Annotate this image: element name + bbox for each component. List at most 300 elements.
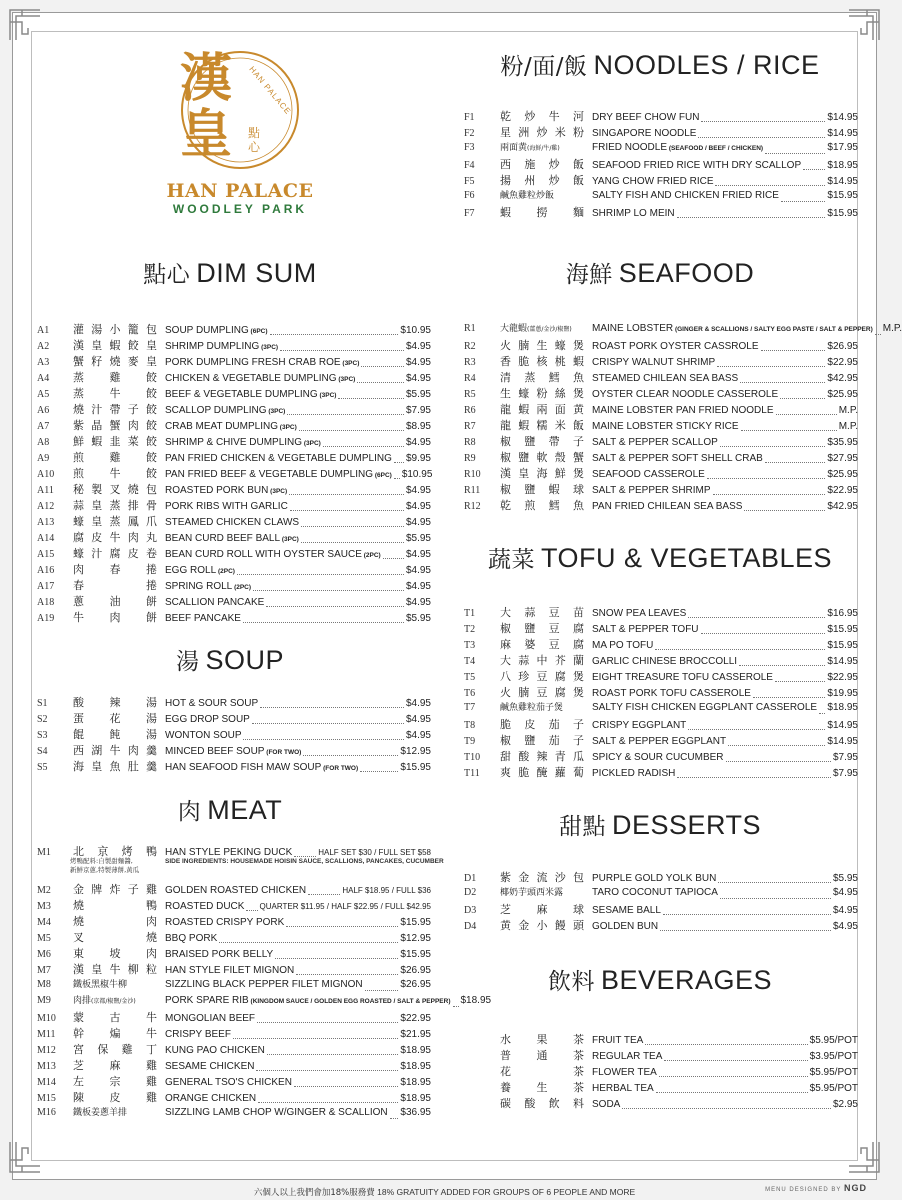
item-price: $4.95 bbox=[405, 714, 431, 725]
peking-duck-note-zh-2: 新鮮京蔥,特製薄餅,黃瓜 bbox=[70, 866, 140, 874]
item-chinese-name-text: 燒鴨 bbox=[73, 899, 157, 912]
dot-leader bbox=[664, 1060, 807, 1061]
item-chinese-name bbox=[500, 449, 592, 465]
dot-leader bbox=[390, 1118, 399, 1119]
item-chinese-name bbox=[500, 748, 592, 764]
menu-item bbox=[464, 869, 858, 885]
corner-ornament-icon bbox=[8, 1140, 42, 1174]
item-english-name-text: CHICKEN & VEGETABLE DUMPLING bbox=[165, 373, 337, 384]
item-english-name-text: SOUP DUMPLING bbox=[165, 325, 249, 336]
menu-item bbox=[464, 140, 858, 156]
item-english-name-text: BEAN CURD BEEF BALL bbox=[165, 533, 281, 544]
item-chinese-name-text: 叉燒 bbox=[73, 931, 157, 944]
item-english-name bbox=[592, 1067, 657, 1078]
item-code: A7 bbox=[37, 421, 50, 432]
menu-item bbox=[464, 353, 858, 369]
section-title-en: SOUP bbox=[205, 645, 285, 675]
item-english-name bbox=[165, 453, 392, 464]
dot-leader bbox=[740, 382, 825, 383]
item-english-note: (KINGDOM SAUCE / GOLDEN EGG ROASTED / SALT & PEPPER) bbox=[250, 998, 451, 1005]
item-english-note: (3PC) bbox=[303, 440, 321, 447]
item-chinese-name bbox=[500, 1047, 592, 1063]
item-code: A3 bbox=[37, 357, 50, 368]
item-chinese-name bbox=[73, 433, 165, 449]
dot-leader bbox=[219, 942, 398, 943]
item-price: $4.95 bbox=[405, 357, 431, 368]
item-english-name bbox=[592, 672, 773, 683]
menu-item bbox=[37, 417, 431, 433]
item-english-name-text: SIZZLING LAMB CHOP W/GINGER & SCALLION bbox=[165, 1107, 388, 1118]
item-code: A6 bbox=[37, 405, 50, 416]
item-chinese-name-text: 椒鹽豆腐 bbox=[500, 622, 584, 635]
item-price: $14.95 bbox=[827, 736, 858, 747]
item-chinese-name-text: 碳酸飲料 bbox=[500, 1097, 584, 1110]
item-chinese-name-text: 漢皇海鮮煲 bbox=[500, 467, 584, 480]
menu-item bbox=[37, 913, 431, 929]
item-chinese-name bbox=[73, 545, 165, 561]
item-code: R5 bbox=[464, 389, 476, 400]
item-chinese-name-text: 脆皮茄子 bbox=[500, 718, 584, 731]
item-english-name bbox=[165, 565, 235, 576]
item-english-name bbox=[592, 887, 718, 898]
item-chinese-name-text: 春捲 bbox=[73, 579, 157, 592]
item-chinese-name-text: 蠔皇蒸鳳爪 bbox=[73, 515, 157, 528]
item-price: $7.95 bbox=[832, 768, 858, 779]
item-english-name-text: SPRING ROLL bbox=[165, 581, 233, 592]
item-english-name-text: MAINE LOBSTER STICKY RICE bbox=[592, 421, 739, 432]
menu-item bbox=[464, 369, 858, 385]
dot-leader bbox=[290, 510, 404, 511]
menu-item bbox=[37, 1025, 431, 1041]
item-chinese-name bbox=[500, 369, 592, 385]
item-chinese-name bbox=[500, 321, 592, 334]
item-english-name-text: SHRIMP & CHIVE DUMPLING bbox=[165, 437, 303, 448]
item-chinese-name-text: 燒汁帶子餃 bbox=[73, 403, 157, 416]
menu-item bbox=[464, 917, 858, 933]
dot-leader bbox=[257, 1022, 398, 1023]
dot-leader bbox=[726, 761, 831, 762]
item-english-name bbox=[165, 501, 288, 512]
item-english-note: (3PC) bbox=[342, 360, 360, 367]
item-price: $26.95 bbox=[400, 965, 431, 976]
item-price: $5.95/POT bbox=[809, 1067, 858, 1078]
dot-leader bbox=[717, 366, 825, 367]
menu-item bbox=[37, 609, 431, 625]
item-chinese-name-text: 蔥油餅 bbox=[73, 595, 157, 608]
item-english-name bbox=[165, 730, 241, 741]
dot-leader bbox=[294, 856, 316, 857]
dot-leader bbox=[622, 1108, 831, 1109]
item-code: T9 bbox=[464, 736, 476, 747]
item-english-name bbox=[165, 965, 294, 976]
menu-item bbox=[464, 481, 858, 497]
item-code: D4 bbox=[464, 921, 477, 932]
item-chinese-name bbox=[500, 700, 592, 713]
menu-item bbox=[464, 417, 858, 433]
item-code: T1 bbox=[464, 608, 476, 619]
dot-leader bbox=[775, 681, 825, 682]
menu-item bbox=[464, 620, 858, 636]
item-chinese-name-text: 椒鹽帶子 bbox=[500, 435, 584, 448]
item-code: M9 bbox=[37, 995, 51, 1006]
menu-item bbox=[37, 577, 431, 593]
menu-item bbox=[464, 684, 858, 700]
item-chinese-name bbox=[73, 742, 165, 758]
item-code: F4 bbox=[464, 160, 475, 171]
item-chinese-name-text: 大龍蝦 bbox=[500, 324, 528, 334]
item-english-note: (2PC) bbox=[363, 552, 381, 559]
item-chinese-name bbox=[500, 620, 592, 636]
item-code: T10 bbox=[464, 752, 481, 763]
restaurant-logo bbox=[160, 48, 320, 220]
section-title-zh: 湯 bbox=[175, 649, 200, 675]
item-chinese-name bbox=[500, 417, 592, 433]
item-chinese-name-text: 金牌炸子雞 bbox=[73, 883, 157, 896]
menu-item bbox=[37, 321, 431, 337]
item-code: M8 bbox=[37, 979, 51, 990]
item-chinese-name bbox=[73, 401, 165, 417]
item-chinese-name-text: 宮保雞丁 bbox=[73, 1043, 157, 1056]
dot-leader bbox=[781, 201, 826, 202]
item-price: $4.95 bbox=[405, 341, 431, 352]
item-english-name-text: HAN SEAFOOD FISH MAW SOUP bbox=[165, 762, 322, 773]
item-code: T5 bbox=[464, 672, 476, 683]
item-code: F1 bbox=[464, 112, 475, 123]
item-price: $19.95 bbox=[827, 688, 858, 699]
item-english-name bbox=[165, 949, 273, 960]
item-english-name bbox=[592, 469, 705, 480]
item-chinese-name-text: 椒鹽軟殼蟹 bbox=[500, 451, 584, 464]
item-chinese-name-text: 蒜皇蒸排骨 bbox=[73, 499, 157, 512]
item-chinese-name bbox=[73, 417, 165, 433]
item-english-name bbox=[592, 1083, 654, 1094]
item-chinese-name bbox=[73, 369, 165, 385]
dot-leader bbox=[233, 1038, 398, 1039]
item-english-name-text: ROAST PORK OYSTER CASSROLE bbox=[592, 341, 759, 352]
item-price: $18.95 bbox=[400, 1077, 431, 1088]
item-code: A10 bbox=[37, 469, 55, 480]
dot-leader bbox=[744, 510, 825, 511]
item-chinese-name-text: 花茶 bbox=[500, 1065, 584, 1078]
menu-item bbox=[37, 758, 431, 774]
dot-leader bbox=[707, 478, 826, 479]
item-chinese-name bbox=[73, 513, 165, 529]
item-chinese-name bbox=[500, 156, 592, 172]
item-chinese-name bbox=[73, 385, 165, 401]
item-code: R2 bbox=[464, 341, 476, 352]
beverages-list bbox=[464, 1031, 858, 1111]
item-price: $4.95 bbox=[405, 597, 431, 608]
item-english-name bbox=[165, 901, 244, 912]
item-english-name-text: WONTON SOUP bbox=[165, 730, 242, 741]
dot-leader bbox=[677, 777, 831, 778]
corner-ornament-icon bbox=[847, 8, 881, 42]
item-price: $4.95 bbox=[405, 565, 431, 576]
dot-leader bbox=[761, 350, 826, 351]
menu-item bbox=[464, 1063, 858, 1079]
item-code: F7 bbox=[464, 208, 475, 219]
item-chinese-name bbox=[73, 481, 165, 497]
dot-leader bbox=[246, 910, 257, 911]
item-english-note: (6PC) bbox=[250, 328, 268, 335]
item-chinese-name bbox=[500, 901, 592, 917]
menu-item bbox=[37, 353, 431, 369]
menu-item bbox=[37, 742, 431, 758]
item-price: $4.95 bbox=[405, 437, 431, 448]
section-title-zh: 點心 bbox=[143, 262, 191, 288]
dot-leader bbox=[296, 974, 398, 975]
dot-leader bbox=[252, 723, 404, 724]
item-chinese-name-text: 西湖牛肉羹 bbox=[73, 744, 157, 757]
item-chinese-name-text: 火腩生蠔煲 bbox=[500, 339, 584, 352]
item-english-name-text: STEAMED CHICKEN CLAWS bbox=[165, 517, 300, 528]
item-chinese-name bbox=[73, 993, 165, 1006]
item-english-name-text: FRIED NOODLE bbox=[592, 142, 668, 153]
item-price: $7.95 bbox=[832, 752, 858, 763]
item-price: $3.95/POT bbox=[809, 1051, 858, 1062]
corner-ornament-icon bbox=[847, 1140, 881, 1174]
item-english-name-text: PAN FRIED CHILEAN SEA BASS bbox=[592, 501, 743, 512]
item-chinese-name bbox=[73, 913, 165, 929]
menu-item bbox=[464, 172, 858, 188]
logo-arc-text: HAN PALACE bbox=[247, 64, 293, 117]
item-chinese-name bbox=[500, 732, 592, 748]
item-chinese-name bbox=[73, 449, 165, 465]
item-chinese-name bbox=[500, 385, 592, 401]
item-chinese-name-text: 椰奶芋頭西米露 bbox=[500, 888, 564, 898]
item-price: $14.95 bbox=[827, 656, 858, 667]
item-english-name bbox=[592, 736, 726, 747]
item-english-note: (3PC) bbox=[270, 488, 288, 495]
item-english-name-text: SCALLOP DUMPLING bbox=[165, 405, 267, 416]
menu-item bbox=[464, 385, 858, 401]
dot-leader bbox=[718, 882, 831, 883]
item-code: D3 bbox=[464, 905, 477, 916]
item-price: $18.95 bbox=[827, 160, 858, 171]
item-code: T6 bbox=[464, 688, 476, 699]
item-code: R1 bbox=[464, 323, 476, 334]
item-english-name-text: BEAN CURD ROLL WITH OYSTER SAUCE bbox=[165, 549, 362, 560]
item-code: M1 bbox=[37, 847, 51, 858]
item-english-name bbox=[592, 341, 759, 352]
item-code: A1 bbox=[37, 325, 50, 336]
item-english-name bbox=[592, 190, 779, 201]
item-chinese-name-text: 八珍豆腐煲 bbox=[500, 670, 584, 683]
menu-item bbox=[37, 433, 431, 449]
menu-item bbox=[464, 124, 858, 140]
item-english-name bbox=[165, 325, 268, 336]
item-english-name bbox=[165, 1093, 256, 1104]
menu-item bbox=[464, 652, 858, 668]
item-english-name bbox=[165, 1077, 292, 1088]
item-chinese-name-text: 椒鹽茄子 bbox=[500, 734, 584, 747]
item-english-name-text: PORK RIBS WITH GARLIC bbox=[165, 501, 288, 512]
item-english-name-text: SALT & PEPPER EGGPLANT bbox=[592, 736, 727, 747]
item-english-name-text: CRAB MEAT DUMPLING bbox=[165, 421, 278, 432]
item-chinese-name-text: 北京烤鴨 bbox=[73, 845, 157, 858]
dot-leader bbox=[659, 1076, 808, 1077]
item-chinese-name bbox=[500, 497, 592, 513]
item-english-name-text: ROASTED PORK BUN bbox=[165, 485, 269, 496]
item-english-name-text: BEEF PANCAKE bbox=[165, 613, 241, 624]
item-code: R3 bbox=[464, 357, 476, 368]
menu-item bbox=[464, 321, 902, 337]
section-title-en: DESSERTS bbox=[611, 810, 762, 840]
section-title-tofu bbox=[460, 541, 860, 574]
item-english-name-text: SESAME CHICKEN bbox=[165, 1061, 255, 1072]
item-english-name bbox=[165, 1045, 265, 1056]
item-english-name-text: SHRIMP DUMPLING bbox=[165, 341, 260, 352]
item-english-name-text: GENERAL TSO'S CHICKEN bbox=[165, 1077, 292, 1088]
item-code: A8 bbox=[37, 437, 50, 448]
item-chinese-name-text: 乾煎鱈魚 bbox=[500, 499, 584, 512]
section-title-meat bbox=[40, 793, 420, 826]
item-chinese-name-text: 清蒸鱈魚 bbox=[500, 371, 584, 384]
item-chinese-name-text: 乾炒牛河 bbox=[500, 110, 584, 123]
item-chinese-name-text: 蛋花湯 bbox=[73, 712, 157, 725]
item-code: M6 bbox=[37, 949, 51, 960]
menu-item bbox=[37, 897, 431, 913]
item-code: M2 bbox=[37, 885, 51, 896]
item-english-name bbox=[592, 640, 653, 651]
item-chinese-name-text: 幹煸牛 bbox=[73, 1027, 157, 1040]
menu-item bbox=[37, 401, 431, 417]
dot-leader bbox=[266, 606, 404, 607]
menu-item bbox=[37, 497, 431, 513]
item-english-name-text: BEEF & VEGETABLE DUMPLING bbox=[165, 389, 318, 400]
dot-leader bbox=[280, 350, 404, 351]
item-english-name-text: KUNG PAO CHICKEN bbox=[165, 1045, 265, 1056]
menu-item bbox=[37, 961, 431, 977]
item-price: $2.95 bbox=[832, 1099, 858, 1110]
item-price: $17.95 bbox=[827, 142, 858, 153]
dot-leader bbox=[286, 926, 398, 927]
item-english-name-text: SPICY & SOUR CUCUMBER bbox=[592, 752, 724, 763]
item-chinese-name bbox=[500, 204, 592, 220]
dot-leader bbox=[739, 665, 825, 666]
section-title-en: SEAFOOD bbox=[618, 258, 755, 288]
item-price: $10.95 bbox=[400, 325, 431, 336]
item-code: R12 bbox=[464, 501, 481, 512]
item-chinese-name-text: 蒙古牛 bbox=[73, 1011, 157, 1024]
item-code: A12 bbox=[37, 501, 55, 512]
item-price: $5.95 bbox=[405, 613, 431, 624]
item-chinese-name bbox=[73, 881, 165, 897]
item-chinese-name bbox=[500, 140, 592, 153]
item-chinese-name-text: 鐵板黑椒牛柳 bbox=[73, 980, 128, 990]
menu-item bbox=[37, 529, 431, 545]
item-code: T4 bbox=[464, 656, 476, 667]
item-chinese-name-text: 蒸牛餃 bbox=[73, 387, 157, 400]
item-price: $9.95 bbox=[405, 453, 431, 464]
item-english-name-text: ROAST PORK TOFU CASSEROLE bbox=[592, 688, 751, 699]
item-english-name-text: YANG CHOW FRIED RICE bbox=[592, 176, 714, 187]
item-chinese-name bbox=[73, 1025, 165, 1041]
item-english-name-text: HAN STYLE FILET MIGNON bbox=[165, 965, 295, 976]
item-chinese-name-text: 星洲炒米粉 bbox=[500, 126, 584, 139]
item-english-name-text: SALTY FISH AND CHICKEN FRIED RICE bbox=[592, 190, 779, 201]
item-english-name bbox=[592, 176, 713, 187]
section-title-zh: 蔬菜 bbox=[487, 547, 535, 573]
item-chinese-name bbox=[73, 593, 165, 609]
item-code: M5 bbox=[37, 933, 51, 944]
item-chinese-name bbox=[73, 1089, 165, 1105]
item-code: S2 bbox=[37, 714, 48, 725]
item-chinese-name-text: 養生茶 bbox=[500, 1081, 584, 1094]
menu-item bbox=[37, 369, 431, 385]
dot-leader bbox=[237, 574, 404, 575]
item-chinese-name bbox=[500, 1095, 592, 1111]
item-price: $12.95 bbox=[400, 933, 431, 944]
item-code: M10 bbox=[37, 1013, 56, 1024]
menu-item bbox=[37, 481, 431, 497]
item-price: $7.95 bbox=[405, 405, 431, 416]
item-price: $4.95 bbox=[405, 549, 431, 560]
item-chinese-name bbox=[73, 353, 165, 369]
item-price: $8.95 bbox=[405, 421, 431, 432]
item-english-name-text: SHRIMP LO MEIN bbox=[592, 208, 675, 219]
item-price: $15.95 bbox=[827, 640, 858, 651]
item-code: R6 bbox=[464, 405, 476, 416]
item-chinese-name-text: 芝麻球 bbox=[500, 903, 584, 916]
dot-leader bbox=[394, 478, 400, 479]
dot-leader bbox=[776, 414, 837, 415]
credit-label: MENU DESIGNED BY bbox=[765, 1187, 842, 1193]
item-chinese-name-text: 蝦撈麵 bbox=[500, 206, 584, 219]
item-price: $4.95 bbox=[832, 921, 858, 932]
item-price: $25.95 bbox=[827, 389, 858, 400]
menu-item bbox=[37, 561, 431, 577]
item-price: $15.95 bbox=[400, 949, 431, 960]
menu-item bbox=[464, 188, 858, 204]
dot-leader bbox=[780, 398, 825, 399]
dimsum-list bbox=[37, 321, 431, 625]
item-chinese-name bbox=[500, 668, 592, 684]
item-chinese-name bbox=[500, 684, 592, 700]
dot-leader bbox=[728, 745, 825, 746]
section-title-en: TOFU & VEGETABLES bbox=[540, 543, 833, 573]
menu-item bbox=[464, 636, 858, 652]
item-chinese-name bbox=[73, 337, 165, 353]
menu-item bbox=[464, 732, 858, 748]
dot-leader bbox=[360, 771, 398, 772]
item-price: $5.95 bbox=[405, 389, 431, 400]
item-chinese-name bbox=[73, 758, 165, 774]
item-english-name bbox=[592, 608, 686, 619]
section-title-soup bbox=[40, 643, 420, 676]
item-code: A2 bbox=[37, 341, 50, 352]
dot-leader bbox=[338, 398, 404, 399]
item-english-name-text: BBQ PORK bbox=[165, 933, 218, 944]
item-code: R4 bbox=[464, 373, 476, 384]
item-english-note: (SEAFOOD / BEEF / CHICKEN) bbox=[668, 145, 764, 152]
item-english-name bbox=[165, 1029, 231, 1040]
section-title-en: MEAT bbox=[207, 795, 283, 825]
item-chinese-name bbox=[73, 465, 165, 481]
item-english-note: (6PC) bbox=[374, 472, 392, 479]
item-chinese-name-text: 鮮蝦韭菜餃 bbox=[73, 435, 157, 448]
item-chinese-name-text: 蒸雞餃 bbox=[73, 371, 157, 384]
item-english-name bbox=[592, 128, 696, 139]
dot-leader bbox=[656, 1092, 808, 1093]
item-english-name-text: SIZZLING BLACK PEPPER FILET MIGNON bbox=[165, 979, 363, 990]
dot-leader bbox=[645, 1044, 807, 1045]
section-title-zh: 肉 bbox=[177, 799, 202, 825]
item-price: $25.95 bbox=[827, 469, 858, 480]
section-title-zh: 飲料 bbox=[547, 969, 595, 995]
item-chinese-name bbox=[73, 945, 165, 961]
item-english-name bbox=[592, 768, 675, 779]
